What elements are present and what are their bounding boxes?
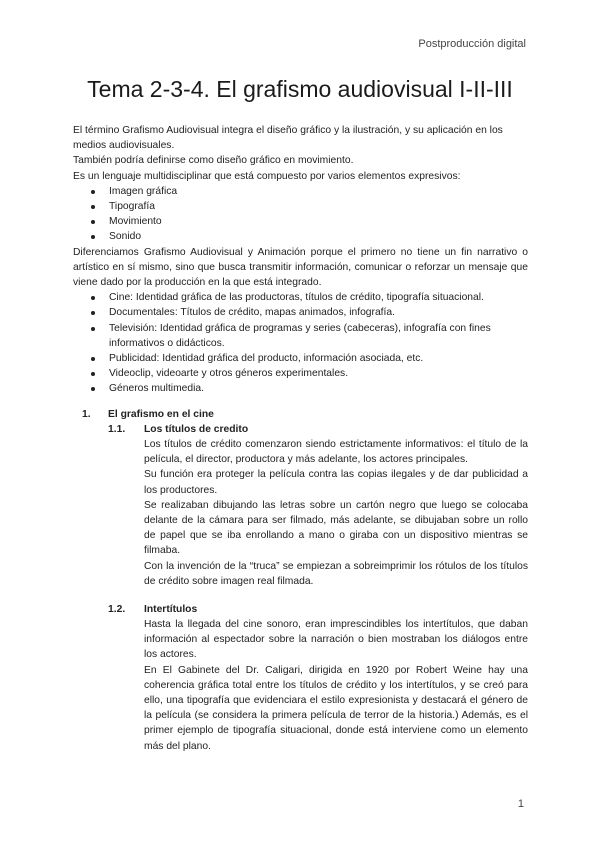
section-number: 1.	[82, 409, 91, 420]
list-item: Movimiento	[73, 214, 528, 229]
expressive-elements-list	[73, 184, 528, 245]
intro-paragraph-1: El término Grafismo Audiovisual integra el diseño gráfico y la ilustración, y su aplicación en los medios audiovisuales.	[73, 125, 503, 152]
intro-section	[73, 123, 528, 397]
subsection-title: Intertítulos	[144, 604, 198, 615]
list-item: Sonido	[73, 229, 528, 244]
list-item: Imagen gráfica	[73, 184, 528, 199]
list-item: Cine: Identidad gráfica de las productoras, títulos de crédito, tipografía situacional.	[73, 290, 528, 305]
paragraph: Su función era proteger la película contra las copias ilegales y de dar publicidad a los productores.	[144, 469, 528, 496]
subsection-body	[144, 617, 528, 754]
section-title: El grafismo en el cine	[108, 409, 214, 420]
paragraph: Hasta la llegada del cine sonoro, eran imprescindibles los intertítulos, que daban información al espectador sobre la narración o bien mostraban los diálogos entre los actores.	[144, 619, 528, 661]
list-item: Géneros multimedia.	[73, 381, 528, 396]
paragraph: Con la invención de la “truca” se empiezan a sobreimprimir los rótulos de los títulos de crédito sobre imagen real filmada.	[144, 560, 528, 587]
subsection-number: 1.1.	[108, 424, 126, 435]
list-item: Videoclip, videoarte y otros géneros experimentales.	[73, 366, 528, 381]
list-item: Tipografía	[73, 199, 528, 214]
subsection-number: 1.2.	[108, 604, 126, 615]
genres-list	[73, 290, 528, 396]
intro-paragraph-2: También podría definirse como diseño gráfico en movimiento.	[73, 155, 354, 167]
page-title: Tema 2-3-4. El grafismo audiovisual I-II-III	[87, 76, 513, 102]
paragraph: Los títulos de crédito comenzaron siendo estrictamente informativos: el título de la película, el director, productora y más adelante, los actores principales.	[144, 439, 528, 466]
paragraph: En El Gabinete del Dr. Caligari, dirigida en 1920 por Robert Weine hay una coherencia gráfica total entre los títulos de crédito y los intertítulos, y se creó para ello, una tipografía que evidenciara el estilo expresionista y destacará el género de la película (se considera la primera película de terror de la historia.) Además, es el primer ejemplo de tipografía situacional, donde está interviene como un elemento más del plano.	[144, 664, 528, 752]
running-header: Postproducción digital	[418, 38, 526, 50]
list-item: Televisión: Identidad gráfica de programas y series (cabeceras), infografía con fines informativos o didácticos.	[73, 321, 528, 351]
list-item: Publicidad: Identidad gráfica del producto, información asociada, etc.	[73, 351, 528, 366]
subsection-body	[144, 437, 528, 589]
intro-paragraph-4: Diferenciamos Grafismo Audiovisual y Animación porque el primero no tiene un fin narrativo o artístico en sí mismo, sino que busca transmitir información, comunicar o reforzar un mensaje que viene dado por la producción en la que está integrado.	[73, 246, 528, 289]
page-number: 1	[517, 798, 524, 810]
paragraph: Se realizaban dibujando las letras sobre un cartón negro que luego se colocaba delante de la cámara para ser filmado, más adelante, se dibujaban sobre un rollo de papel que se iba enrollando a mano o giraba con un dispositivo mientras se filmaba.	[144, 499, 528, 557]
list-item: Documentales: Títulos de crédito, mapas animados, infografía.	[73, 305, 528, 320]
intro-paragraph-3: Es un lenguaje multidisciplinar que está compuesto por varios elementos expresivos:	[73, 170, 461, 182]
subsection-title: Los títulos de credito	[144, 424, 249, 435]
